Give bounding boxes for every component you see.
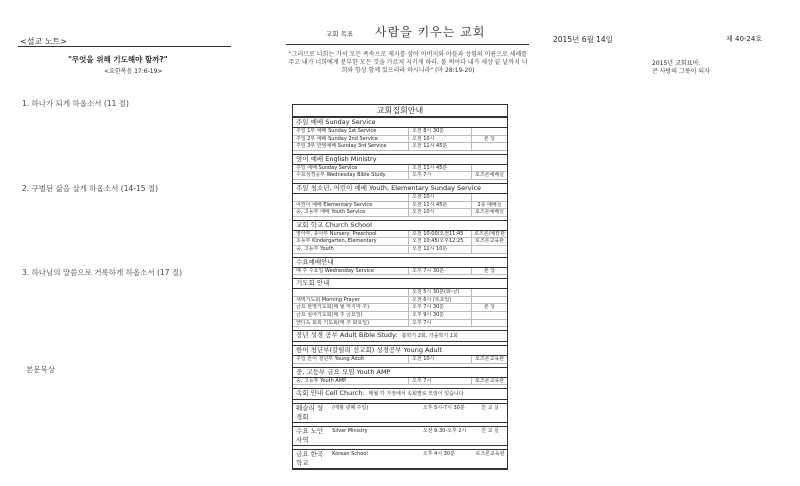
section-title: 금요 한국학교 [296,450,324,468]
service-name: 금요 한영기도회(매 월 마지막 주) [293,304,409,311]
service-time: 오전 6시 (토요일) [409,297,472,304]
service-name: 주일 2부 예배 Sunday 2nd Service [293,136,409,143]
section-note: 봄학기 2회, 가을학기 1회 [401,333,458,340]
section-title: 교회 학교 Church School [296,220,372,229]
service-name: 주일 한어 청년부 Young Adult [293,356,409,363]
section-note: Silver Ministry [332,428,368,435]
service-time: 오후 7시 [409,378,472,385]
service-name: 새벽기도회 Morning Prayer [293,297,409,304]
schedule-row [293,312,507,320]
sermon-reference: <요한복음 17:6-19> [104,68,163,75]
church-goal-label: 교회 목표 [326,30,354,38]
schedule-row [293,268,507,276]
service-location: 로즈론교육관 [475,356,504,363]
schedule-row [293,143,507,151]
sermon-note-title: <설교 노트> [20,37,67,46]
service-time: 오전 11시 45분 [409,165,472,172]
service-time: 오후 7시 [409,320,472,327]
bulletin-date: 2015년 6월 14일 [553,35,613,44]
scripture-verse: "그러므로 너희는 가서 모든 족속으로 제자를 삼아 아버지와 아들과 성령의 이름으로 세례를 주고 내가 너희에게 분부한 모든 것을 가르쳐 지키게 하라. 볼 찌어다 내가 세상 끝 날까지 너희와 항상 함께 있으리라 하시니라" (마 28:19-20) [288,51,528,74]
schedule-section-heading [293,426,507,446]
schedule-row [293,231,507,239]
service-name [293,289,409,296]
schedule-section-heading [293,449,507,469]
schedule-body [293,117,507,469]
service-location: 본 당 [483,135,496,142]
schedule-section-heading [293,388,507,400]
schedule-row [293,304,507,312]
church-title: 사람을 키우는 교회 [375,25,486,39]
section-title: 주일 예배 Sunday Service [296,118,376,126]
service-location: 로즈론/체育관 [474,230,505,237]
service-name: 금요 심야기도회(매 주 금요일) [293,312,409,319]
schedule-section-heading [293,183,507,194]
schedule-row [293,289,507,297]
service-time: 오후 7시 30분 [409,304,472,311]
section-title: 영어 예배 English Ministry [296,154,377,163]
schedule-row [293,202,507,210]
service-location: 본 당 [483,304,496,311]
schedule-section-heading [293,117,507,128]
section-title: 한어 청년부(갈릴리 선교회) 성경공부 Young Adult [296,346,442,355]
schedule-section-heading [293,330,507,342]
section-title: 기도회 안내 [296,279,330,288]
service-schedule-table [292,104,508,470]
divider [18,46,231,47]
schedule-row [293,165,507,173]
section-time: 오전 9:30-오후 2시 [422,428,467,435]
schedule-section-heading [293,154,507,165]
schedule-row [293,356,507,364]
service-location [472,289,507,296]
section-location: 로즈론교육관 [475,451,505,458]
service-location [472,320,507,327]
section-note: 매월 각 가정에서 속회별로 모임이 있습니다 [368,391,464,398]
schedule-section-heading [293,367,507,378]
issue-number: 제 40-24호 [726,35,763,43]
schedule-row [293,128,507,136]
service-name: 수요성경공부 Wednesday Bible Study [293,172,409,179]
schedule-section-heading [293,257,507,268]
section-title: 웨슬리 성경회 [296,404,324,422]
service-time: 오전 11시 45분 [409,202,472,209]
service-name: 초등부 Kindergarten, Elementary [293,238,409,245]
service-name: 엔디옥 회복 기도회(매 주 화요일) [293,320,409,327]
service-time: 오후 7시 30분 [409,268,472,275]
section-title: 중, 고등부 금요 모임 Youth AMP [296,367,391,376]
service-name: 중, 고등부 Youth AMP [293,378,409,385]
section-title: 속회 안내 Cell Church: [296,389,365,398]
meditation-label: 본문묵상 [26,365,55,374]
section-title: 주일 청소년, 어린이 예배 Youth, Elementary Sunday Service [296,183,482,192]
schedule-section-heading [293,403,507,423]
section-note: Korean School [332,451,368,458]
service-location [472,165,507,172]
service-time: 오전 10시 [409,356,472,363]
service-time: 오전 11시 45분 [409,143,472,150]
service-name: 주일 예배 Sunday Service [293,165,409,172]
section-title: 수요예배안내 [296,257,334,266]
schedule-row [293,378,507,386]
service-time: 오전 10시 [409,136,472,143]
yearly-motto [652,60,710,76]
service-name: 영아부, 유아부 Nursery, Preschool [293,231,409,238]
schedule-row [293,136,507,144]
service-time: 오전 10시 [409,194,472,201]
service-location [472,246,507,253]
schedule-row [293,194,507,202]
section-note: (매월 넷째 주일) [332,405,369,412]
yearly-motto-label: 2015년 교회표어: [652,60,701,67]
yearly-motto-text: 큰 사랑의 그릇이 되자 [652,68,710,75]
service-name: 중, 고등부 예배 Youth Service [293,209,409,216]
schedule-section-heading [293,220,507,231]
service-location: 본 당 [483,267,496,274]
schedule-row [293,238,507,246]
section-title: 장년 성경 공부 Adult Bible Study: [296,331,398,340]
service-time: 오전 10시 [409,209,472,216]
schedule-title: 교회집회안내 [293,105,507,117]
section-title: 수요 노인사역 [296,427,324,445]
service-location [472,143,507,150]
service-name: 주일 3부 한영예배 Sunday 3rd Service [293,143,409,150]
service-name: 주일 1부 예배 Sunday 1st Service [293,128,409,135]
service-name: 중, 고등부 Youth [293,246,409,253]
service-time: 오전 10:00/오전11:45 [409,231,472,238]
service-time: 오전 5시 30분(화-금) [409,289,472,296]
divider [286,44,529,45]
schedule-row [293,209,507,217]
sermon-point-3: 3. 하나님의 말씀으로 거룩하게 하옵소서 (17 절) [22,268,183,277]
service-location [472,128,507,135]
section-location: 친 교 실 [481,405,499,412]
schedule-section-heading [293,345,507,356]
schedule-row [293,320,507,328]
service-location: 로즈론예배실 [475,209,504,216]
service-time: 오전 10:45/오후12:25 [409,238,472,245]
sermon-point-2: 2. 구별된 삶을 살게 하옵소서 (14-15 절) [22,184,159,193]
schedule-section-heading [293,278,507,289]
service-name: 매 주 수요일 Wednesday Service [293,268,409,275]
section-time: 오후 4시 30분 [422,451,455,458]
service-time: 오후 7시 [409,172,472,179]
sermon-point-1: 1. 하나가 되게 하옵소서 (11 절) [22,99,129,108]
schedule-row [293,246,507,254]
service-name: 어린이 예배 Elementary Service [293,202,409,209]
service-location [472,194,507,201]
section-time: 오후 5시-7시 30분 [422,405,465,412]
service-location [472,312,507,319]
service-time: 오전 11시 10분 [409,246,472,253]
service-location: 로즈론예배실 [475,172,504,179]
service-location [472,297,507,304]
service-name [293,194,409,201]
sermon-question: "무엇을 위해 기도해야 할까?" [68,55,168,64]
service-time: 오후 9시 30분 [409,312,472,319]
service-time: 오전 8시 30분 [409,128,472,135]
service-location: 로즈론교육관 [475,238,504,245]
service-location: 2층 예배실 [477,201,502,208]
schedule-row [293,172,507,180]
section-location: 친 교 실 [481,428,499,435]
service-location: 로즈론교육관 [475,377,504,384]
schedule-row [293,297,507,305]
